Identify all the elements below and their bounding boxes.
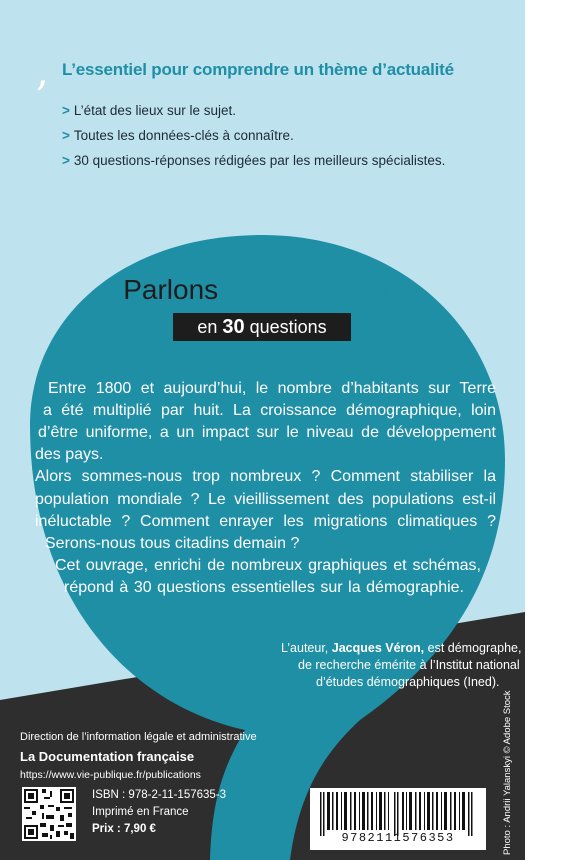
description-line: Cet ouvrage, enrichi de nombreux graphiques et schémas, [55,557,481,574]
list-item [62,150,445,175]
list-item [62,100,445,125]
printed-in: Imprimé en France [92,806,189,818]
title-accent: démographie [225,274,402,305]
barcode-number: 9782111576353 [341,831,455,845]
price: Prix : 7,90 € [92,823,156,835]
publisher-direction: Direction de l’information légale et administrative [20,731,257,743]
subtitle-number: 30 [222,316,245,338]
feature-list [62,100,445,175]
isbn-block [92,787,226,838]
description-line: Serons-nous tous citadins demain ? [45,535,300,552]
subtitle-part: en [197,317,223,337]
description-line: Alors sommes-nous trop nombreux ? Comment stabiliser la [35,468,496,485]
author-name: Jacques Véron, [331,641,425,655]
list-item-text: 30 questions-réponses rédigées par les meilleurs spécialistes. [73,153,446,168]
publisher-info [20,731,257,781]
author-text: est démographe, directeur [424,641,574,655]
tagline: L’essentiel pour comprendre un thème d’actualité [62,60,454,79]
description-line: a été multiplié par huit. La croissance démographique, loin [43,402,496,419]
title-part: Parlons [123,274,226,305]
publisher-name: La Documentation française [20,749,195,764]
description-line: population mondiale ? Le vieillissement des populations est-il [35,491,496,508]
author-line [281,640,574,657]
list-item-text: L’état des lieux sur le sujet. [73,103,236,118]
qr-code[interactable] [22,787,76,841]
photo-credit: Photo : Andrii Yalanskyi © Adobe Stock [502,690,513,855]
subtitle-part: questions [244,317,327,337]
isbn: ISBN : 978-2-11-157635-3 [92,789,227,801]
description-line: inéluctable ? Comment enrayer les migrations climatiques ? [35,513,496,530]
description-line: d’être uniforme, a un impact sur le niveau de développement [38,424,496,441]
book-title [0,274,525,306]
book-subtitle [173,313,351,341]
description-line: répond à 30 questions essentielles sur la démographie. [64,579,464,596]
list-item-text: Toutes les données-clés à connaître. [73,128,294,143]
author-line: d’études démographiques (Ined). [316,675,500,689]
list-item [62,125,445,150]
description-line: des pays. [35,446,104,463]
arrow-icon: > [62,128,70,143]
publisher-url[interactable]: https://www.vie-publique.fr/publications [20,769,201,781]
arrow-icon: > [62,153,70,168]
quote-mark-icon: , [36,49,49,95]
arrow-icon: > [62,103,70,118]
author-text: L’auteur, [281,641,332,655]
author-line: de recherche émérite à l’Institut national [298,658,520,672]
description-line: Entre 1800 et aujourd’hui, le nombre d’habitants sur Terre [48,380,496,397]
